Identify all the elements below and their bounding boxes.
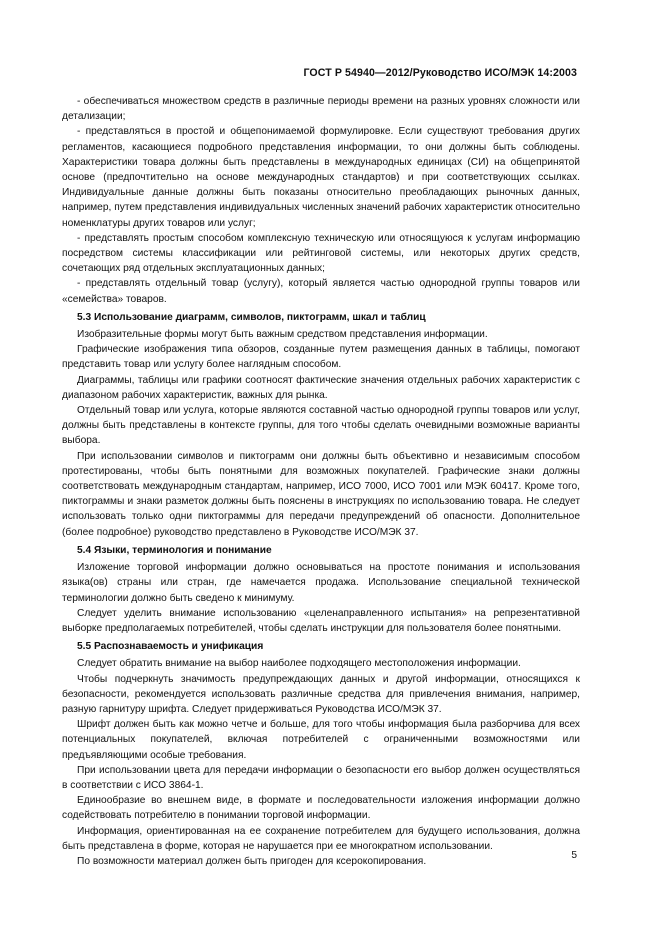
paragraph: Отдельный товар или услуга, которые являются составной частью однородной группы товаров или услуг, должны быть представлены в контексте группы, для того чтобы сделать очевидными возможные варианты выбора. — [62, 405, 580, 447]
paragraph: Чтобы подчеркнуть значимость предупреждающих данных и другой информации, относящихся к безопасности, рекомендуется использовать различные средства для привлечения внимания, например, разную гарнитуру шрифта. Следует придерживаться Руководства ИСО/МЭК 37. — [62, 673, 580, 715]
bullet-item: - представлять простым способом комплексную техническую или относящуюся к услугам информацию посредством системы классификации или рейтинговой системы, или некоторых других средств, сочетающих ряд отдельных эксплуатационных данных; — [62, 232, 580, 275]
bullet-item: - представляться в простой и общепонимаемой формулировке. Если существуют требования других регламентов, касающиеся подробного представления информации, то они должны быть соблюдены. Характеристики товара должны быть представлены в международных единицах (СИ) на общепринятой основе (предпочтительно на основе международных стандартов) и при соответствующих ссылках. Индивидуальные данные должны быть показаны относительно преобладающих рыночных данных, например, путем представления индивидуальных численных значений рабочих характеристик относительно номенклатуры других товаров или услуг; — [62, 126, 580, 229]
paragraph: Изложение торговой информации должно основываться на простоте понимания и использования языка(ов) страны или стран, где намечается продажа. Использование специальной технической терминологии должно быть сведено к минимуму. — [62, 562, 580, 604]
paragraph: Информация, ориентированная на ее сохранение потребителем для будущего использования, должна быть представлена в форме, которая не нарушается при ее многократном использовании. — [62, 825, 580, 852]
paragraph: Изобразительные формы могут быть важным средством представления информации. — [77, 329, 488, 341]
document-body — [62, 94, 580, 869]
section-heading-5-5: 5.5 Распознаваемость и унификация — [77, 641, 264, 653]
section-heading-5-3: 5.3 Использование диаграмм, символов, пиктограмм, шкал и таблиц — [77, 311, 426, 323]
paragraph: Диаграммы, таблицы или графики соотносят фактические значения отдельных рабочих характеристик с диапазоном рабочих характеристик, важных для рынка. — [62, 374, 580, 401]
bullet-item: - обеспечиваться множеством средств в различные периоды времени на разных уровнях сложности или детализации; — [62, 96, 580, 123]
paragraph: При использовании символов и пиктограмм они должны быть объективно и независимым способом протестированы, чтобы быть понятными для возможных покупателей. Графические знаки должны соответствовать международным стандартам, например, ИСО 7000, ИСО 7001 или МЭК 60417. Кроме того, пиктограммы и знаки разметок должны быть пояснены в инструкциях по использованию товара. Не следует использовать только одни пиктограммы для передачи предупреждений об опасности. Дополнительное (более подробное) руководство представлено в Руководстве ИСО/МЭК 37. — [62, 450, 580, 538]
page-number: 5 — [571, 850, 577, 861]
paragraph: Шрифт должен быть как можно четче и больше, для того чтобы информация была разборчива для всех потенциальных покупателей, включая потребителей с ограниченными возможностями или предъявляющими особые требования. — [62, 719, 580, 761]
paragraph: Единообразие во внешнем виде, в формате и последовательности изложения информации должно содействовать потребителю в понимании торговой информации. — [62, 795, 580, 822]
paragraph: Графические изображения типа обзоров, созданные путем размещения данных в таблицы, помогают представить товар или услугу более наглядным способом. — [62, 344, 580, 371]
bullet-item: - представлять отдельный товар (услугу), который является частью однородной группы товаров или «семейства» товаров. — [62, 278, 580, 305]
paragraph: Следует уделить внимание использованию «целенаправленного испытания» на репрезентативной выборке предполагаемых потребителей, чтобы сделать инструкции для пользователя более понятными. — [62, 607, 580, 634]
paragraph: По возможности материал должен быть пригоден для ксерокопирования. — [77, 855, 427, 867]
paragraph: Следует обратить внимание на выбор наиболее подходящего местоположения информации. — [77, 658, 521, 670]
paragraph: При использовании цвета для передачи информации о безопасности его выбор должен осуществляться в соответствии с ИСО 3864-1. — [62, 764, 580, 791]
section-heading-5-4: 5.4 Языки, терминология и понимание — [77, 544, 272, 556]
document-header: ГОСТ Р 54940—2012/Руководство ИСО/МЭК 14:2003 — [303, 67, 577, 79]
